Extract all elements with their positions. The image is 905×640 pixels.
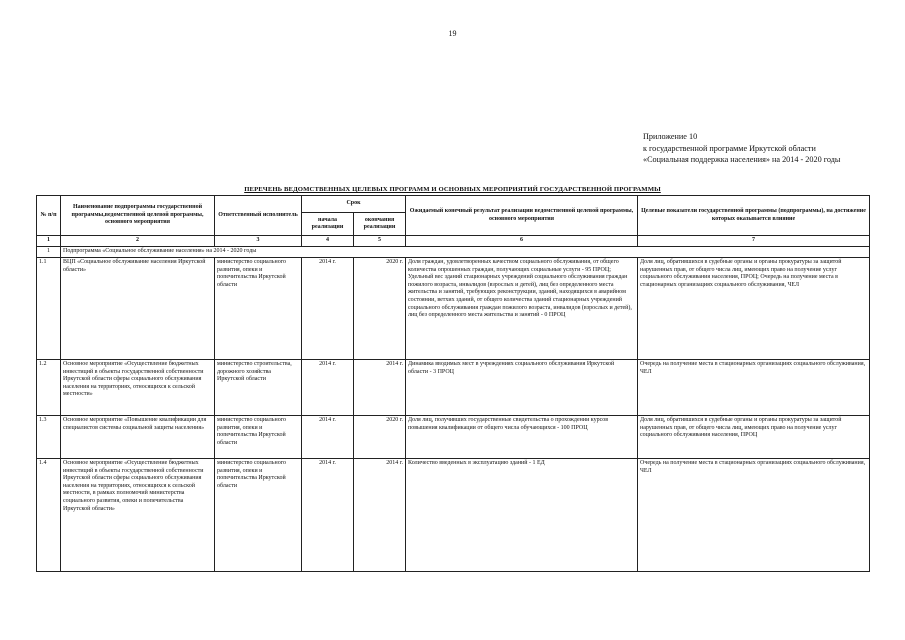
row-executor: министерство социального развития, опеки и попечительства Иркутской области [215, 416, 302, 459]
header-executor: Ответственный исполнитель [215, 196, 302, 236]
column-number: 4 [302, 236, 354, 247]
header-end: окончания реализации [354, 213, 406, 236]
subprogram-num: 1 [37, 247, 61, 258]
row-result: Доля граждан, удовлетворенных качеством социального обслуживания, от общего количества опрошенных граждан, получающих социальные услуги - 95 ПРОЦ; Удельный вес зданий стационарных учреждений социального обслуживания граждан пожилого возраста, инвалидов (взрослых и детей), лиц без определенного места жительства и занятий, требующих реконструкции, зданий, находящихся в аварийном состоянии, ветхих зданий, от общего количества зданий стационарных учреждений социального обслуживания граждан пожилого возраста, инвалидов (взрослых и детей), лиц без определенного места жительства и занятий - 0 ПРОЦ [406, 258, 638, 360]
row-indicators: Очередь на получение места в стационарных организациях социального обслуживания, ЧЕЛ [638, 360, 870, 416]
header-row [37, 196, 870, 213]
row-end: 2014 г. [354, 360, 406, 416]
programs-table [36, 195, 870, 572]
table-row [37, 360, 870, 416]
appendix-block [643, 131, 858, 166]
row-end: 2020 г. [354, 416, 406, 459]
row-num: 1.4 [37, 459, 61, 572]
header-indicators: Целевые показатели государственной программы (подпрограммы), на достижение которых оказывается влияние [638, 196, 870, 236]
appendix-line-1: Приложение 10 [643, 132, 698, 141]
row-num: 1.2 [37, 360, 61, 416]
header-num: № п/п [37, 196, 61, 236]
row-indicators: Доля лиц, обратившихся в судебные органы и органы прокуратуры за защитой нарушенных прав, от общего числа лиц, имеющих право на получение услуг социального обслуживания населения, ПРОЦ; Очередь на получение места в стационарных организациях социального обслуживания, ЧЕЛ [638, 258, 870, 360]
row-num: 1.1 [37, 258, 61, 360]
header-result: Ожидаемый конечный результат реализации ведомственной целевой программы, основного мероприятия [406, 196, 638, 236]
column-number: 3 [215, 236, 302, 247]
row-name: ВЦП «Социальное обслуживание населения Иркутской области» [61, 258, 215, 360]
appendix-line-2: к государственной программе Иркутской области [643, 143, 816, 153]
row-result: Количество введенных в эксплуатацию зданий - 1 ЕД [406, 459, 638, 572]
column-number: 6 [406, 236, 638, 247]
row-indicators: Очередь на получение места в стационарных организациях социального обслуживания, ЧЕЛ [638, 459, 870, 572]
row-executor: министерство социального развития, опеки и попечительства Иркутской области [215, 459, 302, 572]
column-number: 5 [354, 236, 406, 247]
column-numbers-row [37, 236, 870, 247]
table-row [37, 416, 870, 459]
appendix-line-3: «Социальная поддержка населения» на 2014 - 2020 годы [643, 155, 841, 164]
row-end: 2020 г. [354, 258, 406, 360]
row-indicators: Доля лиц, обратившихся в судебные органы и органы прокуратуры за защитой нарушенных прав, от общего числа лиц, имеющих право на получение услуг социального обслуживания населения, ПРОЦ [638, 416, 870, 459]
row-executor: министерство социального развития, опеки и попечительства Иркутской области [215, 258, 302, 360]
page-number: 19 [448, 29, 457, 38]
row-end: 2014 г. [354, 459, 406, 572]
subprogram-row [37, 247, 870, 258]
header-name: Наименование подпрограммы государственной программы,ведомственной целевой программы, основного мероприятия [61, 196, 215, 236]
header-start: начала реализации [302, 213, 354, 236]
row-name: Основное мероприятие «Повышение квалификации для специалистов системы социальной защиты населения» [61, 416, 215, 459]
document-title: ПЕРЕЧЕНЬ ВЕДОМСТВЕННЫХ ЦЕЛЕВЫХ ПРОГРАММ И ОСНОВНЫХ МЕРОПРИЯТИЙ ГОСУДАРСТВЕННОЙ ПРОГРАММЫ [244, 186, 661, 193]
header-term: Срок [302, 196, 406, 213]
row-num: 1.3 [37, 416, 61, 459]
column-number: 2 [61, 236, 215, 247]
row-executor: министерство строительства, дорожного хозяйства Иркутской области [215, 360, 302, 416]
row-start: 2014 г. [302, 459, 354, 572]
column-number: 7 [638, 236, 870, 247]
row-start: 2014 г. [302, 360, 354, 416]
table-row [37, 258, 870, 360]
row-start: 2014 г. [302, 258, 354, 360]
row-name: Основное мероприятие «Осуществление бюджетных инвестиций в объекты государственной собственности Иркутской области сферы социального обслуживания населения на территориях, относящихся к сельской местности» [61, 360, 215, 416]
row-result: Динамика вводимых мест в учреждениях социального обслуживания Иркутской области - 3 ПРОЦ [406, 360, 638, 416]
row-name: Основное мероприятие «Осуществление бюджетных инвестиций в объекты государственной собственности Иркутской области сферы социального обслуживания населения на территориях, относящихся к сельской местности, в рамках полномочий министерства социального развития, опеки и попечительства Иркутской области» [61, 459, 215, 572]
row-result: Доля лиц, получивших государственные свидетельства о прохождении курсов повышения квалификации от общего числа обучающихся - 100 ПРОЦ [406, 416, 638, 459]
row-start: 2014 г. [302, 416, 354, 459]
subprogram-title: Подпрограмма «Социальное обслуживание населения» на 2014 - 2020 годы [61, 247, 870, 258]
column-number: 1 [37, 236, 61, 247]
table-row [37, 459, 870, 572]
